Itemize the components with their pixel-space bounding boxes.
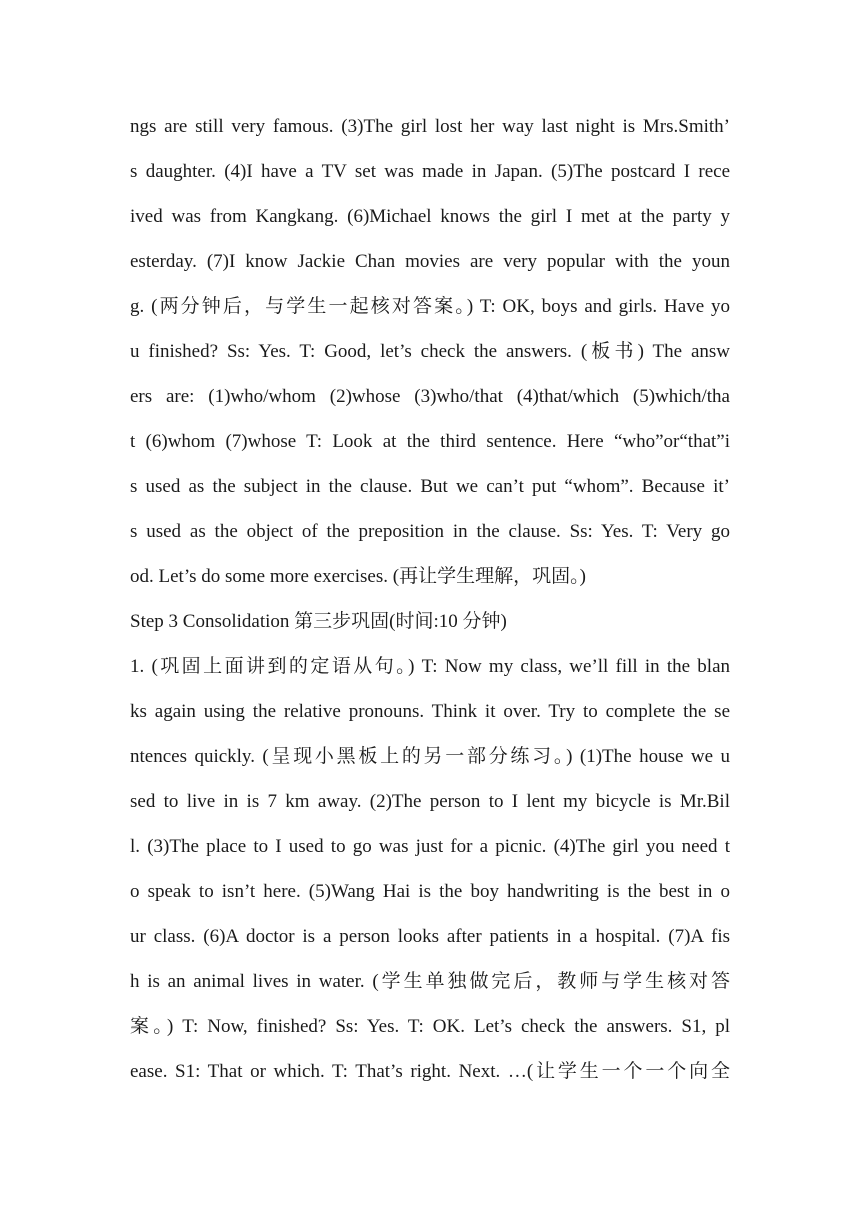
text-line: ngs are still very famous. (3)The girl lost her way last night is Mrs.Smith’	[130, 116, 730, 137]
text-line: esterday. (7)I know Jackie Chan movies are very popular with the youn	[130, 251, 730, 272]
step-heading: Step 3 Consolidation 第三步巩固(时间:10 分钟)	[130, 611, 507, 632]
text-line: ur class. (6)A doctor is a person looks after patients in a hospital. (7)A fis	[130, 926, 730, 947]
text-line: ease. S1: That or which. T: That’s right. Next. …(让学生一个一个向全	[130, 1061, 730, 1082]
text-line: s used as the object of the preposition in the clause. Ss: Yes. T: Very go	[130, 521, 730, 542]
text-line: 1. (巩固上面讲到的定语从句。) T: Now my class, we’ll fill in the blan	[130, 656, 730, 677]
text-line: ntences quickly. (呈现小黑板上的另一部分练习。) (1)The house we u	[130, 746, 730, 767]
text-line: u finished? Ss: Yes. T: Good, let’s check the answers. (板书) The answ	[130, 341, 730, 362]
text-line: od. Let’s do some more exercises. (再让学生理解，巩固。)	[130, 566, 586, 587]
text-line: t (6)whom (7)whose T: Look at the third sentence. Here “who”or“that”i	[130, 431, 730, 452]
text-line: o speak to isn’t here. (5)Wang Hai is the boy handwriting is the best in o	[130, 881, 730, 902]
text-line: 案。) T: Now, finished? Ss: Yes. T: OK. Let’s check the answers. S1, pl	[130, 1016, 730, 1037]
text-line: s used as the subject in the clause. But we can’t put “whom”. Because it’	[130, 476, 730, 497]
text-line: ived was from Kangkang. (6)Michael knows the girl I met at the party y	[130, 206, 730, 227]
text-line: h is an animal lives in water. (学生单独做完后，教师与学生核对答	[130, 971, 730, 992]
text-line: l. (3)The place to I used to go was just for a picnic. (4)The girl you need t	[130, 836, 730, 857]
text-line: ks again using the relative pronouns. Think it over. Try to complete the se	[130, 701, 730, 722]
text-line: s daughter. (4)I have a TV set was made in Japan. (5)The postcard I rece	[130, 161, 730, 182]
text-line: sed to live in is 7 km away. (2)The person to I lent my bicycle is Mr.Bil	[130, 791, 730, 812]
text-line: g. (两分钟后，与学生一起核对答案。) T: OK, boys and girls. Have yo	[130, 296, 730, 317]
text-line: ers are: (1)who/whom (2)whose (3)who/that (4)that/which (5)which/tha	[130, 386, 730, 407]
